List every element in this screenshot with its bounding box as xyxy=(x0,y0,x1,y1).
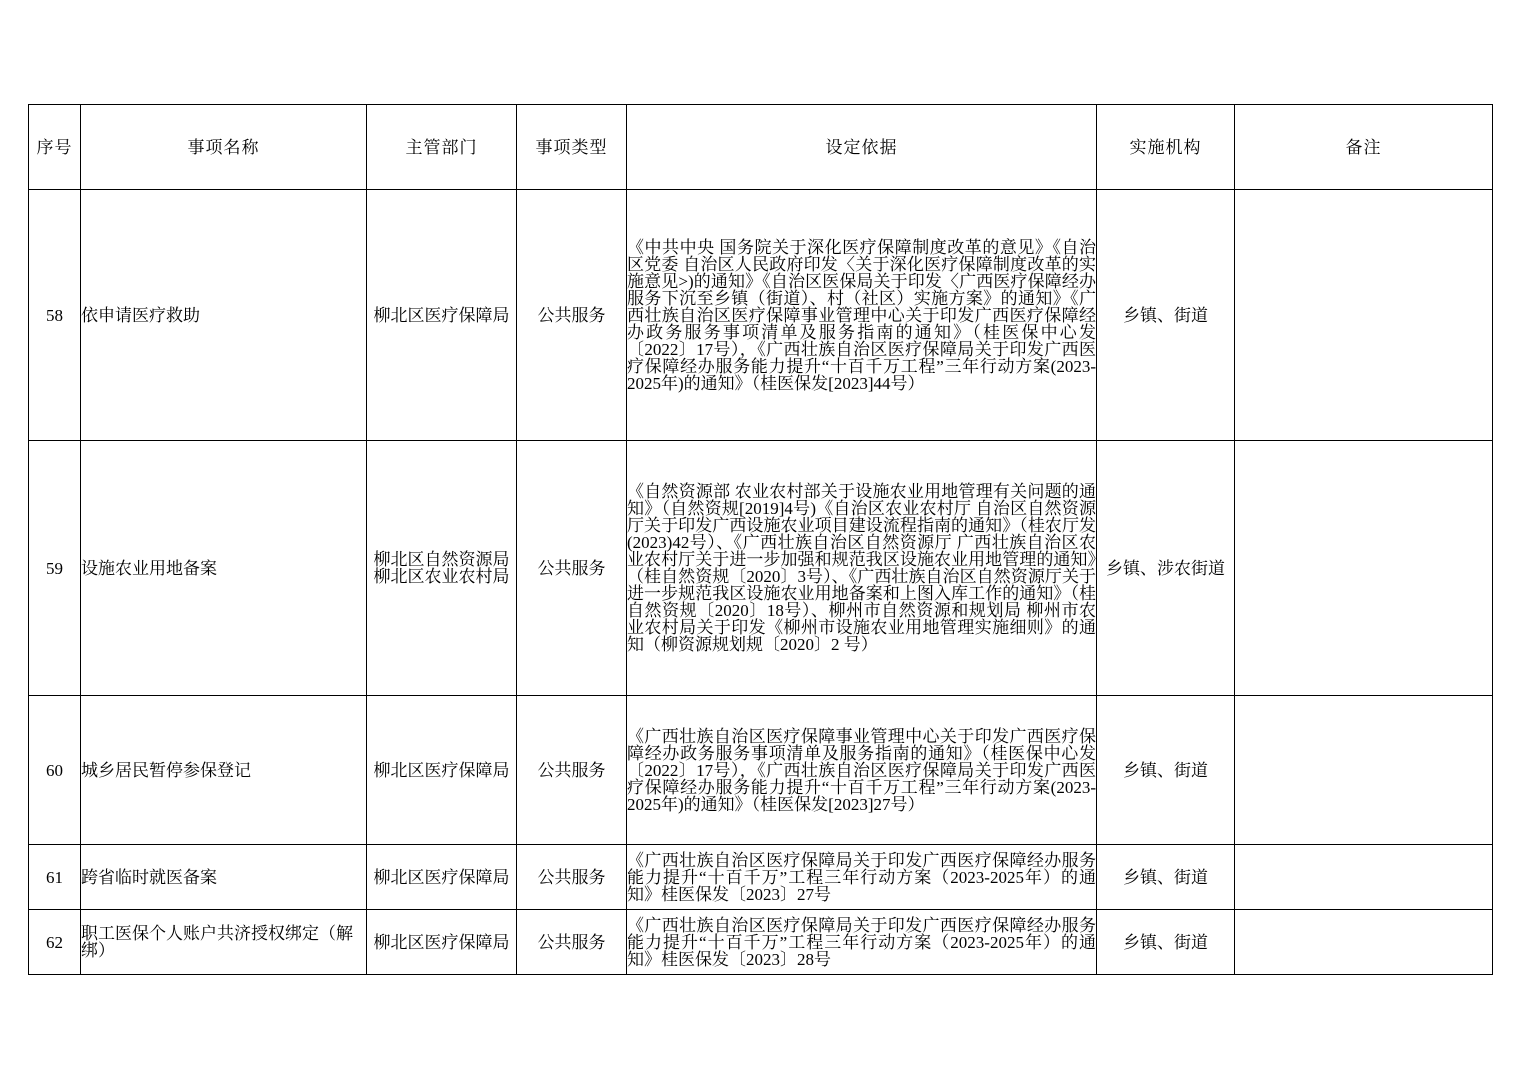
table-header-row xyxy=(29,105,1493,190)
cell-remark xyxy=(1235,190,1493,441)
table-row xyxy=(29,190,1493,441)
department-line: 柳北区医疗保障局 xyxy=(373,867,510,887)
cell-implementing-org: 乡镇、街道 xyxy=(1097,696,1235,845)
department-line: 柳北区自然资源局 xyxy=(373,550,510,569)
column-header-name: 事项名称 xyxy=(81,105,367,190)
cell-item-type: 公共服务 xyxy=(517,845,627,910)
cell-legal-basis: 《自然资源部 农业农村部关于设施农业用地管理有关问题的通知》（自然资规[2019]4号)《自治区农业农村厅 自治区自然资源厅关于印发广西设施农业项目建设流程指南的通知》（桂农厅发(2023)42号）、《广西壮族自治区自然资源厅 广西壮族自治区农业农村厅关于进一步加强和规范我区设施农业用地管理的通知》（桂自然资规〔2020〕3号）、《广西壮族自治区自然资源厅关于进一步规范我区设施农业用地备案和上图入库工作的通知》（桂自然资规〔2020〕18号）、柳州市自然资源和规划局 柳州市农业农村局关于印发《柳州市设施农业用地管理实施细则》的通知（柳资源规划规〔2020〕2 号） xyxy=(627,441,1097,696)
cell-item-type: 公共服务 xyxy=(517,190,627,441)
cell-seq: 58 xyxy=(29,190,81,441)
cell-department xyxy=(367,696,517,845)
cell-legal-basis: 《广西壮族自治区医疗保障局关于印发广西医疗保障经办服务能力提升“十百千万”工程三年行动方案（2023-2025年）的通知》桂医保发〔2023〕28号 xyxy=(627,910,1097,975)
department-line: 柳北区医疗保障局 xyxy=(373,305,510,325)
column-header-org: 实施机构 xyxy=(1097,105,1235,190)
cell-item-type: 公共服务 xyxy=(517,910,627,975)
cell-item-name: 城乡居民暂停参保登记 xyxy=(81,696,367,845)
table-row xyxy=(29,845,1493,910)
cell-item-type: 公共服务 xyxy=(517,441,627,696)
cell-item-name: 跨省临时就医备案 xyxy=(81,845,367,910)
cell-department xyxy=(367,845,517,910)
cell-remark xyxy=(1235,696,1493,845)
cell-remark xyxy=(1235,910,1493,975)
cell-department xyxy=(367,441,517,696)
cell-legal-basis: 《中共中央 国务院关于深化医疗保障制度改革的意见》《自治区党委 自治区人民政府印发〈关于深化医疗保障制度改革的实施意见>)的通知》《自治区医保局关于印发〈广西医疗保障经办服务下沉至乡镇（街道）、村（社区）实施方案》的通知》《广西壮族自治区医疗保障事业管理中心关于印发广西医疗保障经办政务服务事项清单及服务指南的通知》（桂医保中心发〔2022〕17号），《广西壮族自治区医疗保障局关于印发广西医疗保障经办服务能力提升“十百千万工程”三年行动方案(2023-2025年)的通知》（桂医保发[2023]44号） xyxy=(627,190,1097,441)
table-row xyxy=(29,910,1493,975)
cell-legal-basis: 《广西壮族自治区医疗保障局关于印发广西医疗保障经办服务能力提升“十百千万”工程三年行动方案（2023-2025年）的通知》桂医保发〔2023〕27号 xyxy=(627,845,1097,910)
column-header-remark: 备注 xyxy=(1235,105,1493,190)
department-line: 柳北区农业农村局 xyxy=(373,567,510,586)
cell-seq: 61 xyxy=(29,845,81,910)
cell-item-name: 职工医保个人账户共济授权绑定（解绑） xyxy=(81,910,367,975)
cell-seq: 59 xyxy=(29,441,81,696)
cell-item-name: 依申请医疗救助 xyxy=(81,190,367,441)
service-items-table xyxy=(28,104,1493,975)
cell-item-name: 设施农业用地备案 xyxy=(81,441,367,696)
cell-seq: 60 xyxy=(29,696,81,845)
department-line: 柳北区医疗保障局 xyxy=(373,760,510,780)
cell-implementing-org: 乡镇、街道 xyxy=(1097,845,1235,910)
cell-department xyxy=(367,910,517,975)
cell-implementing-org: 乡镇、街道 xyxy=(1097,190,1235,441)
table-header xyxy=(29,105,1493,190)
column-header-seq: 序号 xyxy=(29,105,81,190)
table-body xyxy=(29,190,1493,975)
column-header-dept: 主管部门 xyxy=(367,105,517,190)
table-row xyxy=(29,696,1493,845)
cell-implementing-org: 乡镇、涉农街道 xyxy=(1097,441,1235,696)
department-line: 柳北区医疗保障局 xyxy=(373,932,510,952)
cell-implementing-org: 乡镇、街道 xyxy=(1097,910,1235,975)
column-header-type: 事项类型 xyxy=(517,105,627,190)
cell-department xyxy=(367,190,517,441)
column-header-basis: 设定依据 xyxy=(627,105,1097,190)
table-row xyxy=(29,441,1493,696)
cell-item-type: 公共服务 xyxy=(517,696,627,845)
cell-remark xyxy=(1235,441,1493,696)
cell-seq: 62 xyxy=(29,910,81,975)
cell-remark xyxy=(1235,845,1493,910)
cell-legal-basis: 《广西壮族自治区医疗保障事业管理中心关于印发广西医疗保障经办政务服务事项清单及服务指南的通知》（桂医保中心发〔2022〕17号），《广西壮族自治区医疗保障局关于印发广西医疗保障经办服务能力提升“十百千万工程”三年行动方案(2023-2025年)的通知》（桂医保发[2023]27号） xyxy=(627,696,1097,845)
